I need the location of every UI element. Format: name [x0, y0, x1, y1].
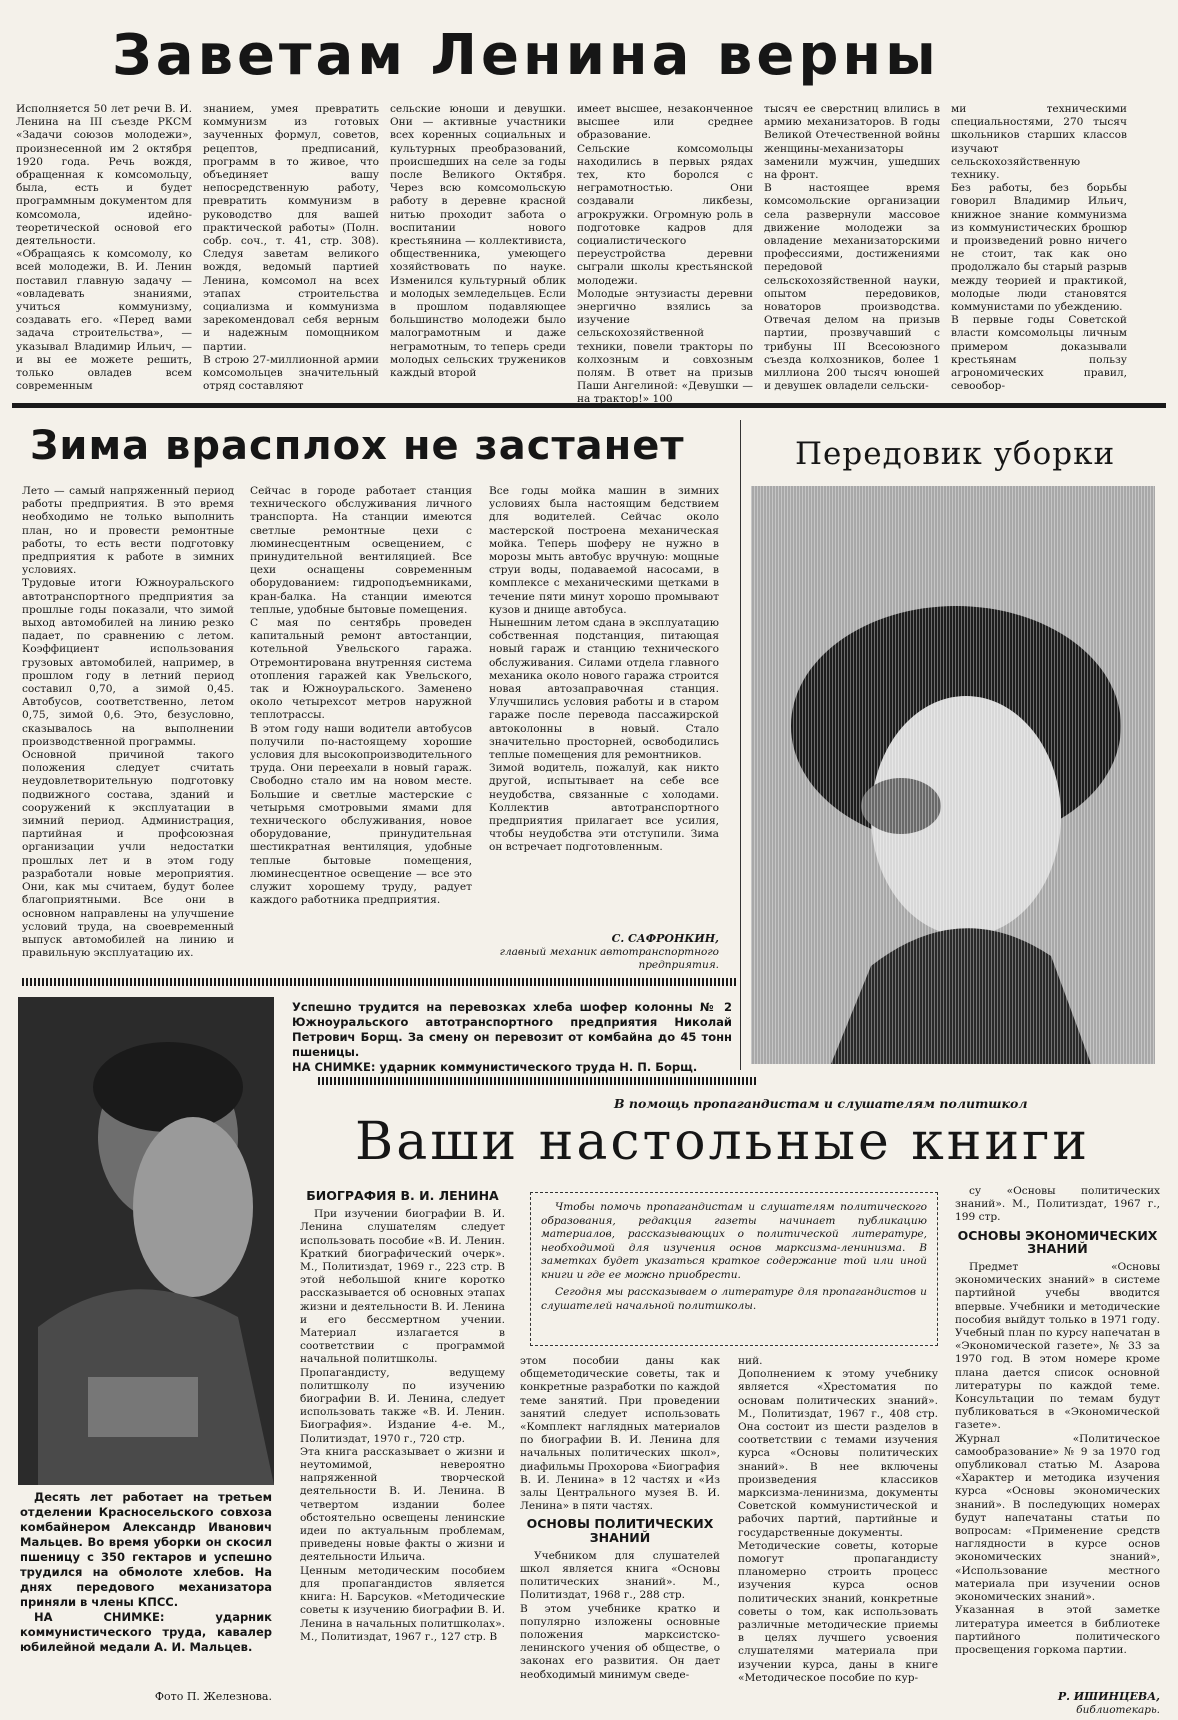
harvest-caption-label: НА СНИМКЕ:: [292, 1060, 376, 1074]
harvest-caption-divider: [740, 980, 741, 1070]
main-headline: Заветам Ленина верны: [112, 23, 940, 88]
books-col-b-text: этом пособии даны как общеметодические советы, так и конкретные разработки по каждой теме занятий. При проведении занятий следует использовать «Комплект наглядных материалов по биографии В. И. Ленина для начальных политических школ», диафильмы Прохорова «Биография В. И. Ленина» в 12 частях и «Из залы Центрального музея В. И. Ленина» в пяти частях.: [520, 1355, 720, 1513]
economics-text: Предмет «Основы экономических знаний» в системе партийной учебы вводится впервые. Учебники и методические пособия выйдут только в 1971 году. Учебный план по курсу напечатан в «Экономической газете», № 33 за 1970 год. В этом номере кроме плана дается список основной литературы по каждой теме. Консультации по темам будут публиковаться в «Экономической газете». Журнал «Политическое самообразование» № 9 за 1970 год опубликовал статью М. Азарова «Характер и методика изучения курса «Основы экономических знаний». В последующих номерах будут напечатаны статьи по вопросам: «Применение средств наглядности в курсе основ экономических знаний», «Использование местного материала при изучении основ экономических знаний». Указанная в этой заметке литература имеется в библиотеке партийного политического просвещения горкома партии.: [955, 1261, 1160, 1656]
winter-col-3: Все годы мойка машин в зимних условиях была настоящим бедствием для водителей. Сейчас около мастерской построена механическая мойка. Теперь шоферу не нужно в морозы мыть автобус вручную: мощные струи воды, подаваемой насосами, в комплексе с механическими щетками в течение пяти минут хорошо промывают кузов и днище автобуса. Нынешним летом сдана в эксплуатацию собственная подстанция, питающая новый гараж и станцию технического обслуживания. Силами отдела главного механика около нового гаража строится новая автозаправочная станция. Улучшились условия работы и в старом гараже после перевода пассажирской автоколонны в новый. Стало значительно просторней, освободились теплые помещения для ремонтников. Зимой водитель, пожалуй, как никто другой, испытывает на себе все неудобства, связанные с холодами. Коллектив автотранспортного предприятия прилагает все усилия, чтобы неудобства эти отступили. Зима он встречает подготовленным.: [489, 485, 719, 854]
harvest-caption: [292, 1000, 732, 1075]
winter-col-1: Лето — самый напряженный период работы предприятия. В это время необходимо не только выполнить план, но и провести ремонтные работы, то есть вести подготовку предприятия к работе в зимних условиях. Трудовые итоги Южноуральского автотранспортного предприятия за прошлые годы показали, что зимой выход автомобилей на линию резко падает, по сравнению с летом. Коэффициент использования грузовых автомобилей, например, в прошлом году в летний период составил 0,70, а зимой 0,45. Автобусов, соответственно, летом 0,75, зимой 0,6. Это, безусловно, сказывалось на выполнении производственной программы. Основной причиной такого положения следует считать неудовлетворительную подготовку подвижного состава, зданий и сооружений к эксплуатации в зимний период. Администрация, партийная и профсоюзная организации учли недостатки прошлых лет и в этом году разработали новые мероприятия. Они, как мы считаем, будут более благоприятными. Все они в основном направлены на улучшение условий труда, на своевременный выпуск автомобилей на линию и правильную эксплуатацию их.: [22, 485, 234, 960]
harvest-caption-body: Успешно трудится на перевозках хлеба шофер колонны № 2 Южноуральского автотранспортного предприятия Николай Петрович Борщ. За смену он перевозит от комбайна до 45 тонн пшеницы.: [292, 1000, 732, 1059]
lenin-article-col-4: имеет высшее, незаконченное высшее или среднее образование. Сельские комсомольцы находились в первых рядах тех, кто боролся с неграмотностью. Они создавали ликбезы, агрокружки. Огромную роль в подготовке кадров для социалистического переустройства деревни сыграли школы крестьянской молодежи. Молодые энтузиасты деревни энергично взялись за изучение сельскохозяйственной техники, повели тракторы по колхозным и совхозным полям. В ответ на призыв Паши Ангелиной: «Девушки — на трактор!» 100: [577, 103, 753, 406]
winter-signature-title: главный механик автотранспортного предприятия.: [499, 946, 719, 971]
lenin-article-col-3: сельские юноши и девушки. Они — активные участники всех коренных социальных и культурных преобразований, происшедших на селе за годы после Великого Октября. Через всю комсомольскую работу в деревне красной нитью проходит забота о воспитании нового крестьянина — коллективиста, общественника, умеющего хозяйствовать по науке. Изменился культурный облик и молодых земледельцев. Если в прошлом подавляющее большинство молодежи было малограмотным и даже неграмотным, то теперь среди молодых сельских тружеников каждый второй: [390, 103, 566, 380]
winter-headline: Зима врасплох не застанет: [30, 423, 685, 469]
driver-portrait-icon: [751, 486, 1155, 1064]
books-headline: Ваши настольные книги: [355, 1112, 1091, 1172]
lenin-article-col-5: тысяч ее сверстниц влились в армию механизаторов. В годы Великой Отечественной войны женщины-механизаторы заменили мужчин, ушедших на фронт. В настоящее время комсомольские организации села развернули массовое движение молодежи за овладение механизаторскими профессиями, достижениями передовой сельскохозяйственной науки, опытом передовиков, новаторов производства. Отвечая делом на призыв партии, прозвучавший с трибуны III Всесоюзного съезда колхозников, более 1 миллиона 200 тысяч юношей и девушек овладели сельски-: [764, 103, 940, 393]
combiner-caption: [20, 1490, 272, 1655]
books-intro-p1: Чтобы помочь пропагандистам и слушателям политического образования, редакция газеты начинает публикацию материалов, рассказывающих о политической литературе, необходимой для изучения основ марксизма-ленинизма. В заметках будет указаться краткое содержание той или иной книги и где ее можно приобрести.: [541, 1201, 927, 1281]
books-col-b: [520, 1355, 720, 1710]
books-kicker: В помощь пропагандистам и слушателям политшкол: [614, 1096, 1028, 1111]
lenin-article-col-1: Исполняется 50 лет речи В. И. Ленина на III съезде РКСМ «Задачи союзов молодежи», произнесенной им 2 октября 1920 года. Речь вождя, обращенная к комсомольцу, была, есть и будет программным документом для комсомола, идейно-теоретической основой его деятельности. «Обращаясь к комсомолу, ко всей молодежи, В. И. Ленин поставил главную задачу — «овладевать знаниями, учиться коммунизму, создавать его. «Перед вами задача строительства», — указывал Владимир Ильич, — и вы ее можете решить, только овладев всем современным: [16, 103, 192, 393]
top-divider: [12, 403, 1166, 408]
combiner-portrait-icon: [18, 997, 274, 1485]
combiner-caption-label: НА СНИМКЕ:: [34, 1610, 165, 1624]
politics-title: ОСНОВЫ ПОЛИТИЧЕСКИХ ЗНАНИЙ: [526, 1516, 714, 1545]
harvest-caption-subject: ударник коммунистического труда Н. П. Борщ.: [379, 1060, 698, 1074]
harvest-title: Передовик уборки: [795, 436, 1116, 472]
books-col-a: [300, 1185, 505, 1710]
books-col-c-text: ний. Дополнением к этому учебнику является «Хрестоматия по основам политических знаний». М., Политиздат, 1967 г., 408 стр. Она состоит из шести разделов в соответствии с темами изучения курса «Основы политических знаний». В нее включены произведения классиков марксизма-ленинизма, документы Советской коммунистической и рабочих партий, партийные и государственные документы. Методические советы, которые помогут пропагандисту планомерно строить процесс изучения курса основ политических знаний, конкретные советы о том, как использовать различные методические приемы в целях лучшего усвоения слушателями материала при изучении курса, даны в книге «Методическое пособие по кур-: [738, 1355, 938, 1684]
economics-title: ОСНОВЫ ЭКОНОМИЧЕСКИХ ЗНАНИЙ: [957, 1227, 1158, 1256]
books-col-d: [955, 1185, 1160, 1690]
combiner-photo: [18, 997, 274, 1485]
middle-divider: [22, 978, 738, 986]
books-signature-name: Р. ИШИНЦЕВА,: [1057, 1690, 1160, 1703]
lenin-article-col-2: знанием, умея превратить коммунизм из готовых заученных формул, советов, рецептов, предписаний, программ в то живое, что объединяет вашу непосредственную работу, превратить коммунизм в руководство для вашей практической работы» (Полн. собр. соч., т. 41, стр. 308). Следуя заветам великого вождя, ведомый партией Ленина, комсомол на всех этапах строительства социализма и коммунизма зарекомендовал себя верным и надежным помощником партии. В строю 27-миллионной армии комсомольцев значительный отряд составляют: [203, 103, 379, 393]
books-col-d-top: су «Основы политических знаний». М., Политиздат, 1967 г., 199 стр.: [955, 1185, 1160, 1224]
winter-signature-name: С. САФРОНКИН,: [611, 932, 719, 945]
combiner-caption-body: Десять лет работает на третьем отделении Красносельского совхоза комбайнером Александр Иванович Мальцев. Во время уборки он скосил пшеницу с 350 гектаров и успешно трудился на обмолоте хлебов. На днях передового механизатора приняли в члены КПСС.: [20, 1490, 272, 1609]
winter-col-2: Сейчас в городе работает станция технического обслуживания личного транспорта. На станции имеются светлые ремонтные цехи с люминесцентным освещением, с принудительной вентиляцией. Все цехи оснащены современным оборудованием: гидроподъемниками, кран-балка. На станции имеются теплые, удобные бытовые помещения. С мая по сентябрь проведен капитальный ремонт автостанции, котельной Увельского гаража. Отремонтирована внутренняя система отопления гаражей как Увельского, так и Южноуральского. Заменено около четырехсот метров наружной теплотрассы. В этом году наши водители автобусов получили по-настоящему хорошие условия для высокопроизводительного труда. Они переехали в новый гараж. Свободно стало им на новом месте. Большие и светлые мастерские с четырьмя смотровыми ямами для технического обслуживания, новое оборудование, принудительная шестикратная вентиляция, удобные теплые бытовые помещения, люминесцентное освещение — все это служит хорошему труду, радует каждого работника предприятия.: [250, 485, 472, 907]
books-signature-title: библиотекарь.: [1076, 1704, 1160, 1716]
biography-title: БИОГРАФИЯ В. И. ЛЕНИНА: [306, 1188, 499, 1203]
combiner-caption-subject: ударник коммунистического труда, кавалер юбилейной медали А. И. Мальцев.: [20, 1610, 272, 1654]
biography-text: При изучении биографии В. И. Ленина слушателям следует использовать пособие «В. И. Ленин. Краткий биографический очерк». М., Политиздат, 1969 г., 223 стр. В этой небольшой книге коротко рассказывается об основных этапах жизни и деятельности В. И. Ленина и его бессмертном учении. Материал излагается в соответствии с программой начальной политшколы. Пропагандисту, ведущему политшколу по изучению биографии В. И. Ленина, следует использовать также «В. И. Ленин. Биография». Издание 4-е. М., Политиздат, 1970 г., 720 стр. Эта книга рассказывает о жизни и неутомимой, невероятно напряженной творческой деятельности В. И. Ленина. В четвертом издании более обстоятельно освещены ленинские идеи по актуальным проблемам, приведены новые факты о жизни и деятельности Ильича. Ценным методическим пособием для пропагандистов является книга: Н. Барсуков. «Методические советы к изучению биографии В. И. Ленина в начальных политшколах». М., Политиздат, 1967 г., 127 стр. В: [300, 1208, 505, 1643]
books-intro: [530, 1192, 938, 1346]
books-col-c: [738, 1355, 938, 1710]
harvest-photo: [751, 486, 1155, 1064]
harvest-bottom-divider: [318, 1077, 758, 1085]
politics-text: Учебником для слушателей школ является книга «Основы политических знаний». М., Политиздат, 1968 г., 288 стр. В этом учебнике кратко и популярно изложены основные положения марксистско-ленинского учения об обществе, о законах его развития. Он дает необходимый минимум сведе-: [520, 1549, 720, 1681]
winter-right-divider: [740, 420, 741, 980]
photo-credit: Фото П. Железнова.: [154, 1690, 272, 1703]
books-intro-p2: Сегодня мы рассказываем о литературе для пропагандистов и слушателей начальной политшколы.: [541, 1286, 927, 1312]
lenin-article-col-6: ми техническими специальностями, 270 тысяч школьников старших классов изучают сельскохозяйственную технику. Без работы, без борьбы говорил Владимир Ильич, книжное знание коммунизма из коммунистических брошюр и произведений ровно ничего не стоит, так как оно продолжало бы старый разрыв между теорией и практикой, молодые люди становятся коммунистами по убеждению. В первые годы Советской власти комсомольцы личным примером доказывали крестьянам пользу агрономических правил, севообор-: [951, 103, 1127, 393]
